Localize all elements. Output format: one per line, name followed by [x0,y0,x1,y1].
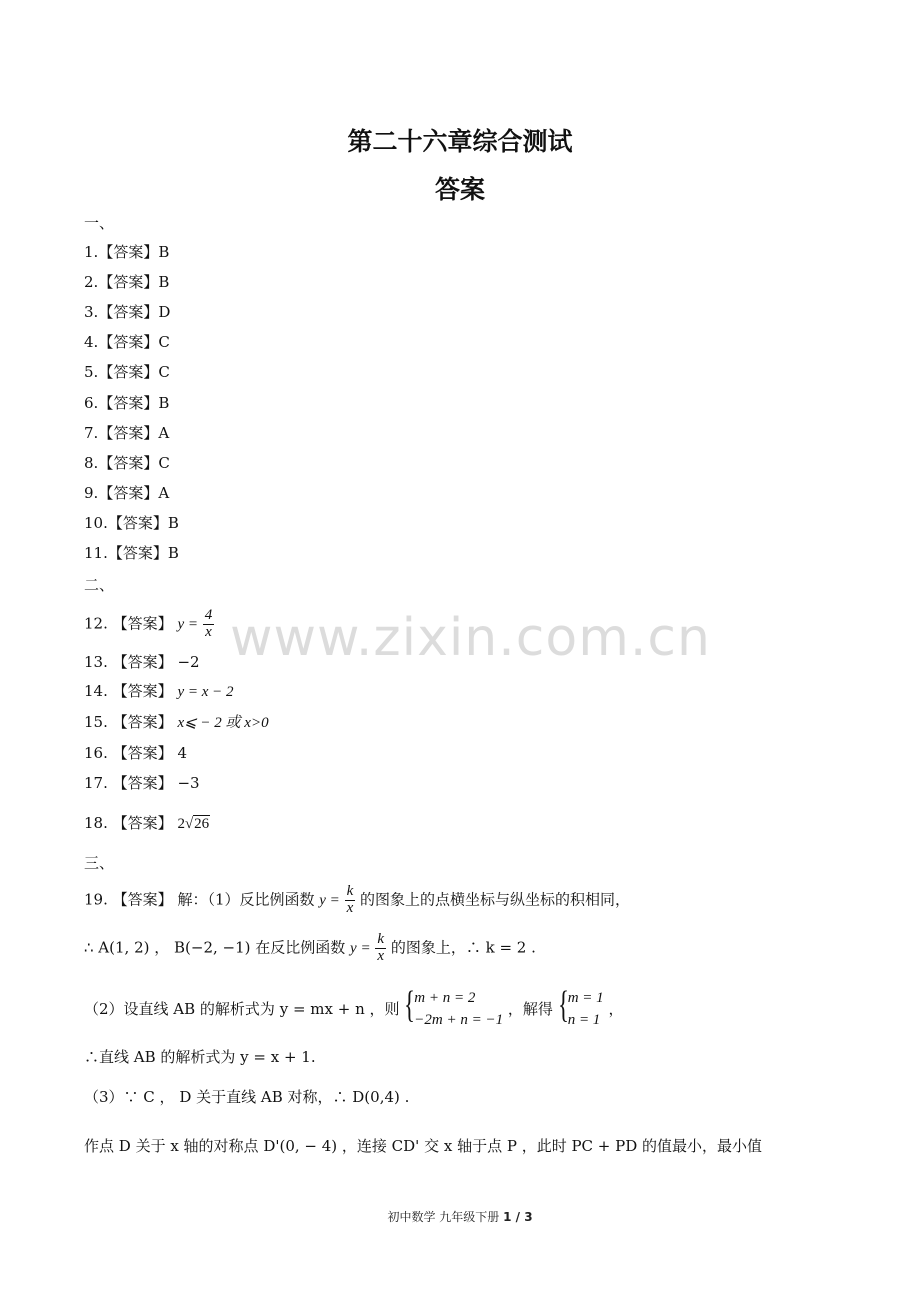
page-title: 第二十六章综合测试 [347,127,573,156]
answer-tag: 【答案】 [98,303,159,322]
question-number: 17. [84,774,108,792]
answer-value: B [158,273,170,292]
solution-system [557,984,604,1032]
answer-tag: 【答案】 [112,890,173,909]
fraction-numerator: 4 [204,607,213,623]
answer-tag: 【答案】 [112,814,173,832]
answer-value: −2 [177,653,200,671]
answer-value: A [158,423,170,442]
watermark: www.zixin.com.cn [230,608,711,668]
answer-tag: 【答案】 [112,713,173,731]
answer-tag: 【答案】 [98,243,159,261]
question-number: 15. [84,713,108,731]
q19-text: ∴ A(1, 2) ， B(−2, −1) 在反比例函数 [84,938,346,957]
answer-row [84,245,169,260]
answer-row [84,393,170,412]
equation-system [404,984,504,1032]
q19-text: 的图象上，∴ k = 2 . [390,938,536,957]
question-number: 1. [84,243,99,261]
answer-row-18 [84,816,210,832]
brace-icon: { [557,984,569,1026]
question-number: 12. [84,614,108,633]
answer-tag: 【答案】 [112,744,173,762]
answer-row [84,483,170,502]
q19-line-6: 作点 D 关于 x 轴的对称点 D'(0, − 4) ，连接 CD' 交 x 轴于点 P ，此时 PC + PD 的值最小，最小值 [84,1137,763,1155]
question-number: 9. [84,483,99,502]
answer-row [84,275,169,290]
answer-tag: 【答案】 [98,453,159,472]
formula-lhs: y = [177,616,198,633]
q19-text: ，解得 [507,999,553,1018]
answer-row-15 [84,715,269,731]
answer-row [84,513,179,532]
answer-tag: 【答案】 [98,483,159,502]
fraction-numerator: k [377,931,385,947]
answer-row [84,423,170,442]
equation-row: −2m + n = −1 [414,1011,504,1028]
answer-tag: 【答案】 [112,774,173,792]
answer-tag: 【答案】 [98,273,159,292]
answer-row [84,365,170,380]
answer-value: C [158,333,170,352]
section-label-2: 二、 [84,576,115,594]
answer-row [84,546,179,561]
q19-text: 的图象上的点横坐标与纵坐标的积相同， [360,890,631,909]
q19-line-4: ∴直线 AB 的解析式为 y = x + 1. [84,1048,316,1066]
fraction-denominator: x [377,947,385,964]
equation-row: m = 1 [567,990,604,1006]
answer-row [84,305,170,320]
question-number: 2. [84,273,99,292]
answer-tag: 【答案】 [98,333,159,352]
answer-row [84,335,170,350]
question-number: 10. [84,513,108,532]
formula-lhs: y = [350,940,371,957]
answer-tag: 【答案】 [98,393,159,412]
section-label-1: 一、 [84,214,115,232]
equation-row: n = 1 [567,1011,601,1028]
fraction-numerator: k [346,883,354,899]
formula-lhs: y = [319,892,340,909]
fraction [375,932,386,965]
section-label-3: 三、 [84,854,115,872]
q19-text: 解：（1）反比例函数 [177,890,315,909]
answer-value: C [158,453,170,472]
equation-row: m + n = 2 [414,990,476,1006]
question-number: 7. [84,423,99,442]
question-number: 3. [84,303,99,322]
fraction-denominator: x [346,899,354,916]
answer-tag: 【答案】 [98,363,159,382]
answer-value: y = x − 2 [177,684,234,700]
answer-row-13 [84,655,200,670]
fraction [345,884,356,917]
question-number: 14. [84,682,108,700]
question-number: 19. [84,890,108,909]
question-number: 18. [84,814,108,832]
fraction-denominator: x [205,623,212,640]
page-subtitle: 答案 [434,175,485,204]
answer-tag: 【答案】 [112,614,173,633]
answer-value: C [158,363,170,382]
answer-row-14 [84,684,234,700]
answer-row-17 [84,776,200,791]
answer-row-12 [84,608,214,641]
answer-value: B [167,513,179,532]
footer-text: 初中数学 九年级下册 [387,1210,500,1224]
q19-line-1 [84,884,630,917]
page-number: 1 / 3 [503,1210,533,1224]
question-number: 8. [84,453,99,472]
question-number: 5. [84,363,99,382]
q19-line-3 [84,984,624,1032]
answer-tag: 【答案】 [112,682,173,700]
answer-value: B [158,393,170,412]
answer-row-16 [84,746,187,761]
sqrt-expression [177,815,210,832]
answer-tag: 【答案】 [112,653,173,671]
answer-value: B [158,243,170,261]
answer-value: x⩽ − 2 或 x>0 [177,715,269,731]
fraction [203,608,215,641]
q19-line-2 [84,932,536,965]
answer-row [84,453,170,472]
answer-value: 4 [177,744,187,762]
answer-tag: 【答案】 [107,544,168,562]
answer-value: B [167,544,179,562]
question-number: 13. [84,653,108,671]
question-number: 16. [84,744,108,762]
radical-sign: √ [184,816,194,832]
q19-text: ， [608,999,624,1018]
question-number: 11. [84,544,108,562]
q19-text: （2）设直线 AB 的解析式为 y = mx + n ，则 [84,999,400,1018]
question-number: 4. [84,333,99,352]
answer-value: −3 [177,774,200,792]
page-footer [0,1208,920,1225]
answer-value: D [158,303,171,322]
q19-line-5: （3）∵ C ， D 关于直线 AB 对称，∴ D(0,4) . [84,1088,410,1106]
answer-tag: 【答案】 [98,423,159,442]
brace-icon: { [404,984,416,1026]
answer-value: A [158,483,170,502]
answer-tag: 【答案】 [107,513,168,532]
sqrt-coefficient: 2 [177,816,185,832]
question-number: 6. [84,393,99,412]
sqrt-radicand: 26 [194,816,210,832]
